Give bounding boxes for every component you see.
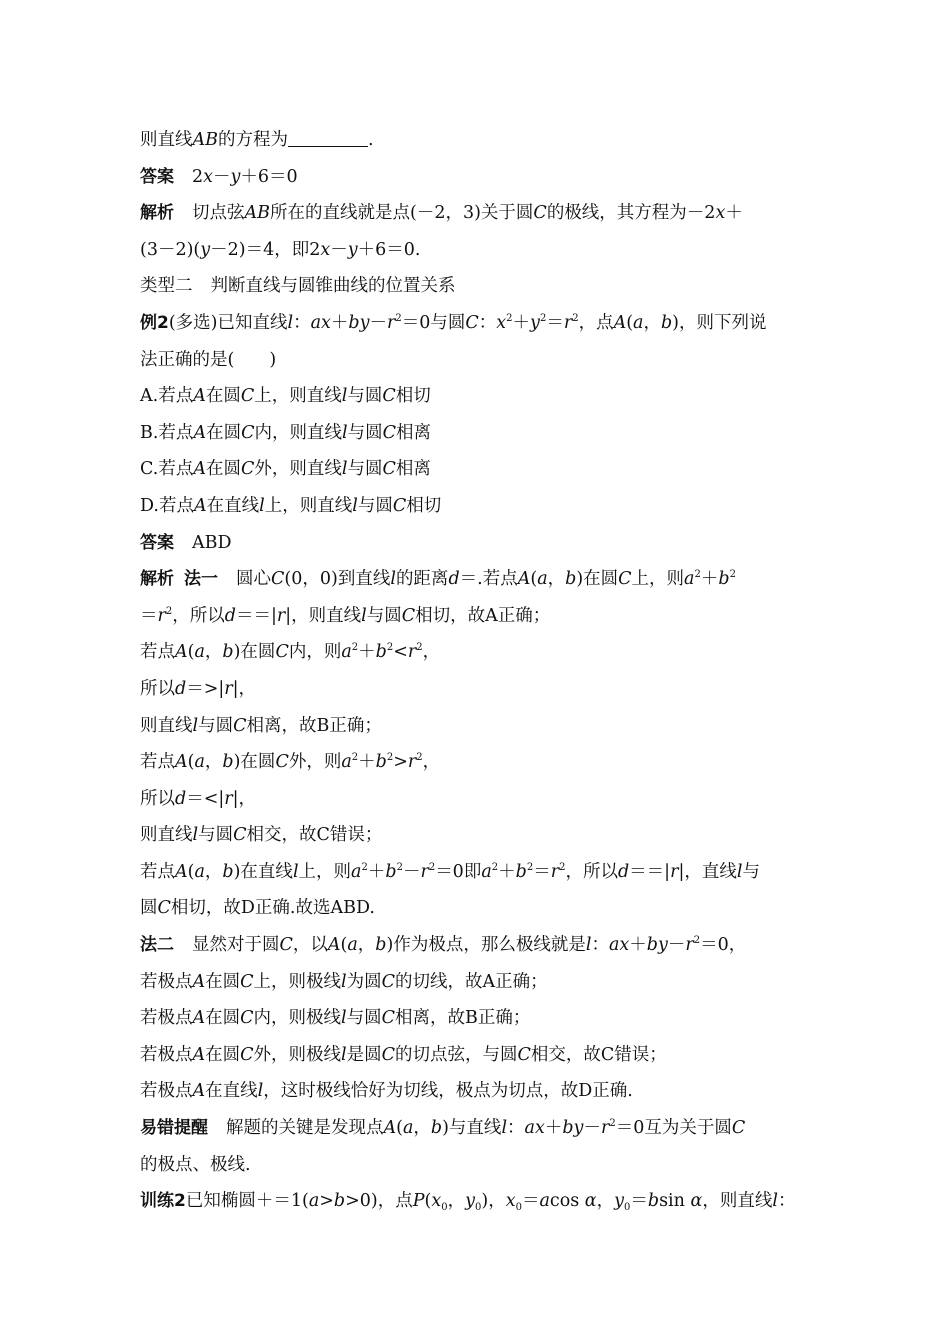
answer-label: 答案 xyxy=(140,166,174,187)
method1-line-2: $=r^2$，所以d＝＝|r|，则直线l与圆C相切，故A正确； xyxy=(140,605,551,626)
method1-line-5: 则直线l与圆C相离，故B正确； xyxy=(140,715,382,736)
solution-line-2: (3－2)(y－2)＝4，即2x－y＋6＝0. xyxy=(140,239,421,260)
method2-line-2: 若极点A在圆C上，则极线l为圆C的切线，故A正确； xyxy=(140,971,548,992)
answer-value-2: ABD xyxy=(192,532,232,553)
answer-line-1: 答案 2x－y＋6＝0 xyxy=(140,166,298,187)
method1-line-7: 所以d＝<|r|， xyxy=(140,788,257,809)
method1-label: 法一 xyxy=(184,569,218,590)
tip-line-1: 易错提醒 解题的关键是发现点A(a，b)与直线l：$ax+by-r^2=0$互为关于圆C xyxy=(140,1118,746,1139)
method1-line-3: 若点A(a，b)在圆C内，则$a^2+b^2<r^2$， xyxy=(140,642,441,663)
answer-label-2: 答案 xyxy=(140,532,174,553)
method2-line-5: 若极点A在直线l，这时极线恰好为切线，极点为切点，故D正确. xyxy=(140,1081,633,1102)
solution-label-2: 解析 xyxy=(140,569,174,590)
method2-line-3: 若极点A在圆C内，则极线l与圆C相离，故B正确； xyxy=(140,1008,531,1029)
solution-line-1: 解析 切点弦AB所在的直线就是点(－2，3)关于圆C的极线，其方程为－2x＋ xyxy=(140,203,743,224)
method1-line-9: 若点A(a，b)在直线l上，则$a^2+b^2-r^2=0$即$a^2+b^2=r^2$，所以d＝＝|r|，直线l与 xyxy=(140,861,760,882)
example-line-2: 法正确的是( ) xyxy=(140,349,277,370)
section-heading: 类型二 判断直线与圆锥曲线的位置关系 xyxy=(140,276,456,297)
answer-blank xyxy=(288,128,368,147)
tip-label: 易错提醒 xyxy=(140,1118,208,1139)
option-b: B.若点A在圆C内，则直线l与圆C相离 xyxy=(140,422,431,443)
method2-line-4: 若极点A在圆C外，则极线l是圆C的切点弦，与圆C相交，故C错误； xyxy=(140,1044,667,1065)
example-label: 例2 xyxy=(140,312,169,333)
option-d: D.若点A在直线l上，则直线l与圆C相切 xyxy=(140,495,442,516)
method1-line-8: 则直线l与圆C相交，故C错误； xyxy=(140,825,383,846)
method2-line-1: 法二 显然对于圆C，以A(a，b)作为极点，那么极线就是l：$ax+by-r^2=0$， xyxy=(140,935,747,956)
method1-line-6: 若点A(a，b)在圆C外，则$a^2+b^2>r^2$， xyxy=(140,752,441,773)
document-page xyxy=(140,122,812,1220)
tip-line-2: 的极点、极线. xyxy=(140,1154,251,1175)
option-a: A.若点A在圆C上，则直线l与圆C相切 xyxy=(140,386,431,407)
training-line-1: 训练2已知椭圆＋＝1(a>b>0)，点$P(x_0$，$y_0$)，$x_0=acos$ α，$y_0=bsin$ α，则直线l： xyxy=(140,1191,796,1214)
training-label: 训练2 xyxy=(140,1191,186,1212)
example-line-1: 例2(多选)已知直线l：$ax+by-r^2=0$与圆C：$x^2+y^2=r^2$，点A(a，b)，则下列说 xyxy=(140,312,767,333)
answer-line-2 xyxy=(140,525,812,562)
line-1: 则直线AB的方程为 . xyxy=(140,130,374,150)
option-c: C.若点A在圆C外，则直线l与圆C相离 xyxy=(140,459,431,480)
solution-label: 解析 xyxy=(140,203,174,224)
method1-line-10: 圆C相切，故D正确.故选ABD. xyxy=(140,898,375,919)
method1-line-1: 解析 法一 圆心C(0，0)到直线l的距离d＝.若点A(a，b)在圆C上，则$a^2+b^2$ xyxy=(140,569,736,590)
method1-line-4: 所以d＝>|r|， xyxy=(140,678,257,699)
method2-label: 法二 xyxy=(140,935,174,956)
